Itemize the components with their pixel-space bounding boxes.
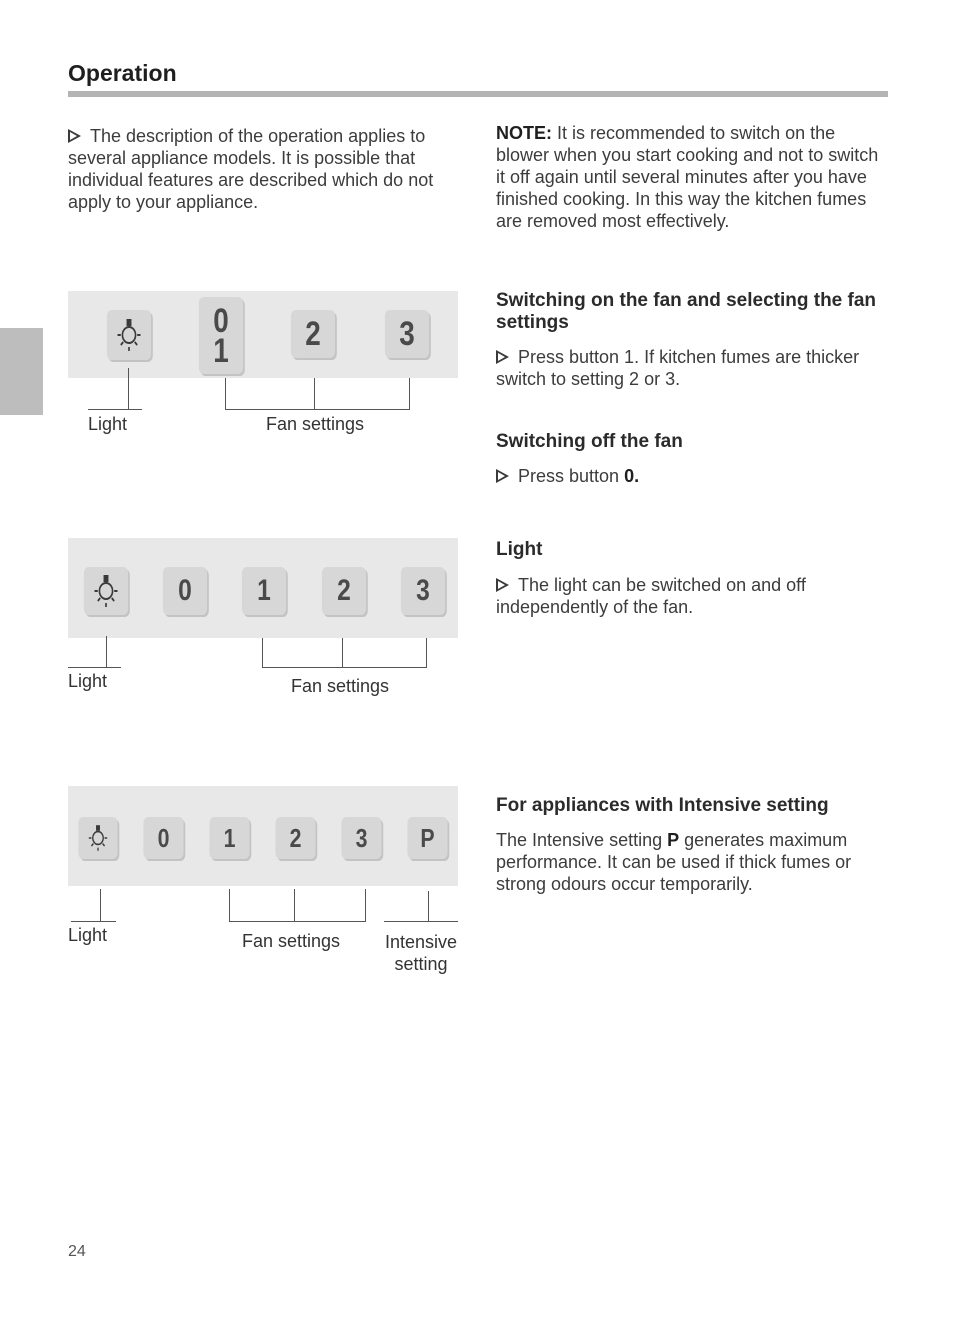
fan-button-2[interactable]: 2	[275, 817, 315, 859]
intensive-button-p[interactable]: P	[407, 817, 447, 859]
note-label: NOTE:	[496, 123, 552, 143]
light-leader	[128, 368, 129, 410]
triangle-bullet-icon	[496, 350, 509, 364]
fan-button-1[interactable]: 1	[242, 567, 286, 615]
fan-leader	[225, 378, 226, 410]
intensive-setting-label: Intensive setting	[384, 932, 458, 974]
fan-on-paragraph: Press button 1. If kitchen fumes are thicker switch to setting 2 or 3.	[496, 347, 860, 389]
triangle-bullet-icon	[496, 578, 509, 592]
fan-leader	[409, 378, 410, 410]
fan-button-2[interactable]: 2	[291, 310, 335, 358]
intro-paragraph: The description of the operation applies to several appliance models. It is possible that individual features are described which do not apply to your appliance.	[68, 126, 434, 212]
fan-settings-label: Fan settings	[266, 414, 365, 434]
light-bulb-icon	[113, 315, 146, 355]
fan-on-heading: Switching on the fan and selecting the fan settings	[496, 290, 877, 333]
triangle-bullet-icon	[68, 129, 81, 143]
fan-leader	[262, 667, 427, 668]
light-leader	[106, 636, 107, 667]
fan-settings-label: Fan settings	[242, 931, 341, 951]
light-button[interactable]	[78, 817, 117, 859]
control-panel-3	[68, 786, 458, 886]
chapter-tab	[0, 328, 43, 415]
fan-leader	[342, 638, 343, 668]
light-heading: Light	[496, 539, 543, 560]
light-bulb-icon	[90, 571, 123, 611]
note-paragraph	[496, 122, 882, 232]
page-number: 24	[68, 1243, 86, 1260]
triangle-bullet-icon	[496, 469, 509, 483]
light-leader	[68, 667, 121, 668]
light-label: Light	[88, 414, 128, 434]
light-leader	[88, 409, 142, 410]
fan-leader	[229, 921, 366, 922]
fan-leader	[294, 889, 295, 922]
fan-leader	[365, 889, 366, 922]
fan-button-0[interactable]: 0	[143, 817, 183, 859]
fan-leader	[225, 409, 410, 410]
fan-button-0[interactable]: 0	[163, 567, 207, 615]
light-label: Light	[68, 671, 108, 691]
light-leader	[100, 889, 101, 921]
fan-button-3[interactable]: 3	[341, 817, 381, 859]
intensive-paragraph: The Intensive setting P generates maximum performance. It can be used if thick fumes or strong odours occur temporarily.	[496, 830, 852, 894]
fan-off-paragraph: Press button 0.	[496, 465, 882, 487]
page-title: Operation	[68, 60, 177, 86]
fan-leader	[262, 638, 263, 668]
light-button[interactable]	[107, 310, 151, 360]
fan-settings-label: Fan settings	[291, 676, 390, 696]
light-button[interactable]	[84, 567, 128, 615]
fan-leader	[229, 889, 230, 922]
title-rule	[68, 91, 888, 97]
intensive-leader	[384, 921, 458, 922]
light-paragraph: The light can be switched on and off independently of the fan.	[496, 575, 806, 617]
intensive-leader	[428, 891, 429, 922]
fan-button-0-1[interactable]: 0 1	[199, 297, 243, 374]
light-bulb-icon	[85, 822, 111, 854]
intensive-heading: For appliances with Intensive setting	[496, 795, 829, 816]
fan-button-1[interactable]: 1	[209, 817, 249, 859]
fan-off-heading: Switching off the fan	[496, 431, 683, 452]
fan-leader	[426, 638, 427, 668]
fan-leader	[314, 378, 315, 410]
light-leader	[71, 921, 116, 922]
fan-button-3[interactable]: 3	[385, 310, 429, 358]
fan-button-2[interactable]: 2	[322, 567, 366, 615]
note-text: It is recommended to switch on the blower when you start cooking and not to switch it off again until several minutes after you have finished cooking. In this way the kitchen fumes are removed most effectively.	[496, 123, 879, 231]
fan-button-3[interactable]: 3	[401, 567, 445, 615]
light-label: Light	[68, 925, 108, 945]
